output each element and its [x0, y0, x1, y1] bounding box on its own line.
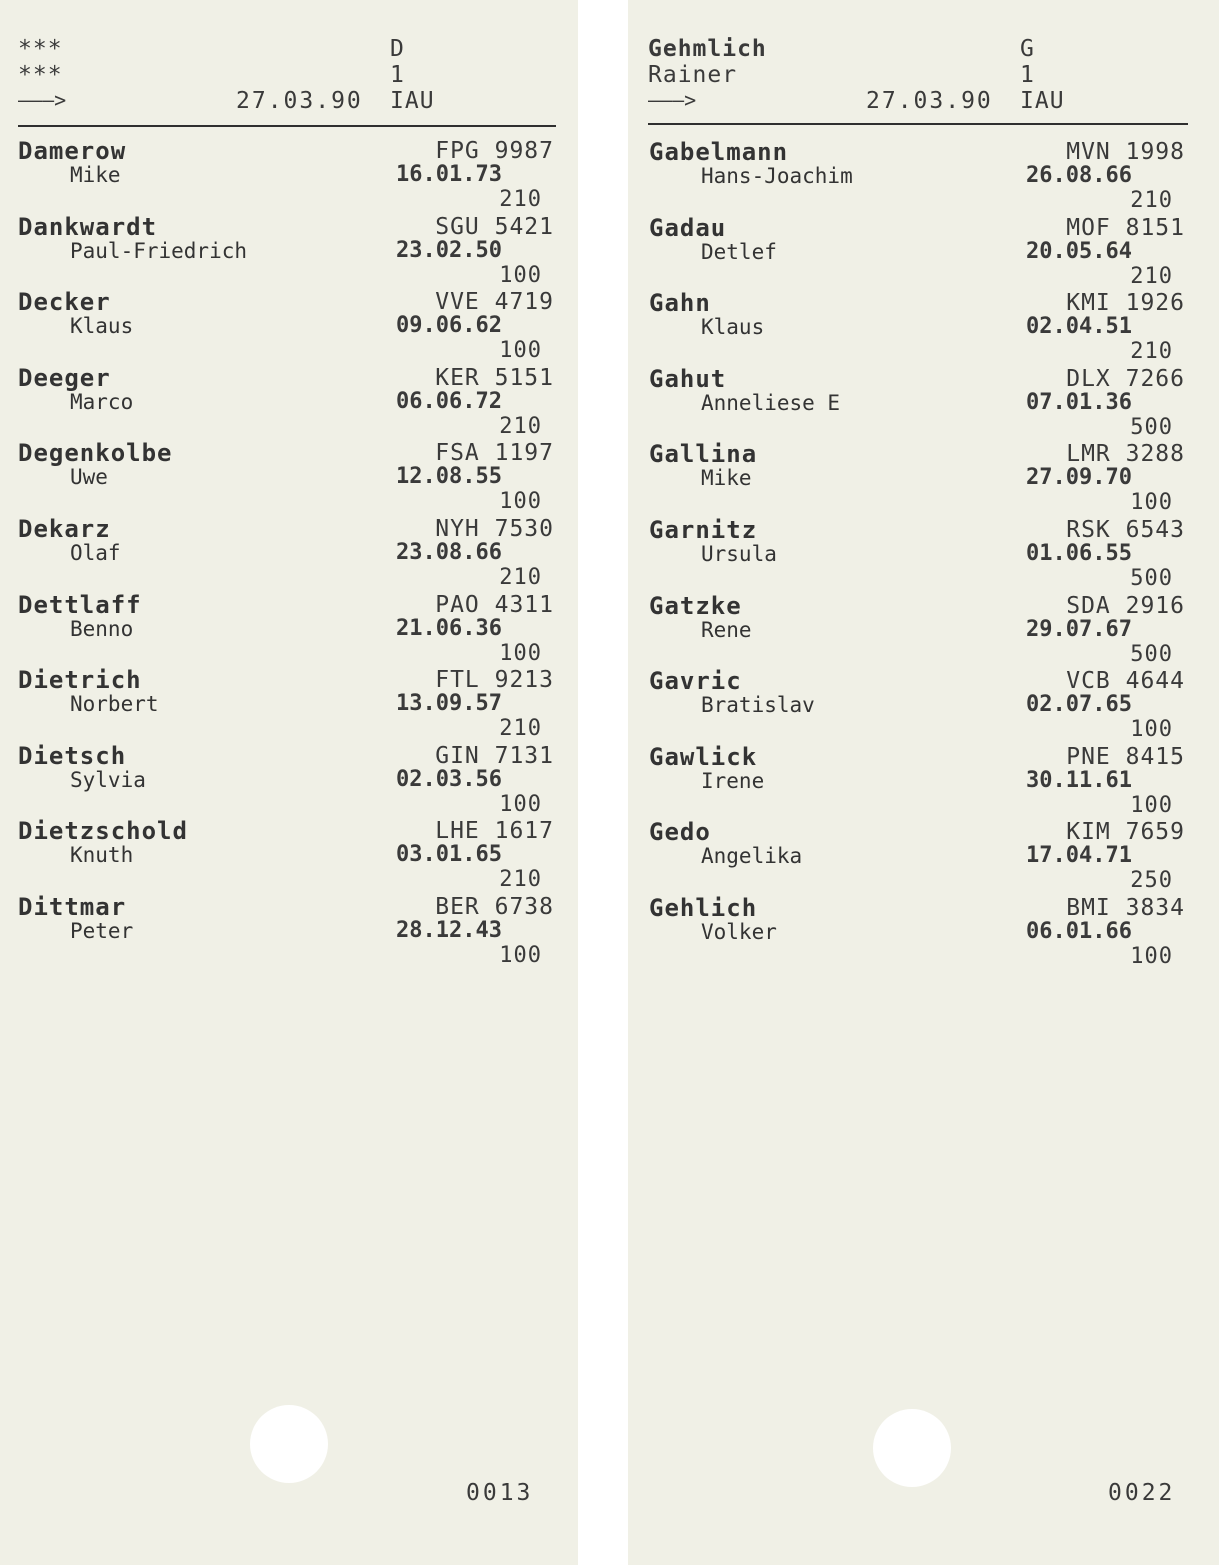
entry-firstname: Bratislav — [701, 693, 815, 718]
entry-dob: 16.01.73 — [396, 162, 502, 187]
entry-firstname: Irene — [701, 768, 765, 793]
list-item — [18, 440, 554, 516]
list-item — [18, 592, 554, 668]
entry-plate: BER 6738 — [435, 893, 554, 920]
list-item — [649, 441, 1185, 517]
entry-dob: 30.11.61 — [1026, 767, 1132, 793]
entry-surname: Deeger — [18, 363, 111, 392]
list-item — [649, 290, 1185, 366]
header-code: IAU — [390, 88, 435, 114]
entry-amount: 500 — [1130, 414, 1173, 440]
entry-amount: 210 — [499, 413, 542, 439]
entry-surname: Gedo — [649, 818, 711, 847]
entry-list — [18, 138, 554, 970]
entry-amount: 500 — [1130, 565, 1173, 591]
entry-amount: 210 — [499, 716, 542, 742]
entry-plate: LHE 1617 — [435, 818, 554, 845]
list-item — [649, 517, 1185, 593]
entry-plate: FPG 9987 — [435, 138, 554, 164]
entry-amount: 500 — [1130, 641, 1173, 667]
list-item — [649, 215, 1185, 291]
entry-dob: 01.06.55 — [1026, 540, 1132, 566]
index-card-left — [0, 0, 578, 1565]
entry-surname: Dietrich — [18, 666, 142, 695]
header-code: IAU — [1020, 88, 1065, 114]
header-line2-left: *** — [18, 62, 63, 88]
entry-surname: Dittmar — [18, 892, 127, 921]
entry-firstname: Paul-Friedrich — [70, 238, 248, 263]
index-card-right — [628, 0, 1219, 1565]
punch-hole — [873, 1409, 951, 1487]
entry-plate: PNE 8415 — [1066, 743, 1185, 770]
list-item — [18, 818, 554, 894]
entry-firstname: Norbert — [70, 692, 159, 717]
header-number: 1 — [390, 62, 405, 88]
entry-amount: 100 — [1130, 490, 1173, 516]
header-letter: G — [1020, 36, 1035, 62]
entry-amount: 210 — [499, 564, 542, 590]
header-number: 1 — [1020, 62, 1035, 88]
entry-surname: Garnitz — [649, 515, 758, 544]
entry-firstname: Knuth — [70, 843, 134, 868]
entry-surname: Decker — [18, 288, 111, 317]
entry-amount: 100 — [499, 942, 542, 968]
entry-plate: SGU 5421 — [435, 213, 554, 240]
header-line1-left: Gehmlich — [648, 36, 767, 62]
entry-surname: Dekarz — [18, 514, 111, 543]
list-item — [18, 667, 554, 743]
entry-surname: Dankwardt — [18, 212, 158, 241]
list-item — [18, 365, 554, 441]
entry-plate: LMR 3288 — [1066, 441, 1185, 468]
entry-amount: 210 — [1130, 339, 1173, 365]
list-item — [649, 668, 1185, 744]
entry-list — [649, 139, 1185, 971]
entry-plate: RSK 6543 — [1066, 516, 1185, 543]
header-letter: D — [390, 36, 405, 62]
entry-dob: 26.08.66 — [1026, 163, 1132, 188]
list-item — [18, 743, 554, 819]
header-divider — [18, 125, 556, 127]
card-number: 0013 — [466, 1480, 534, 1506]
arrow-icon: ———> — [18, 88, 67, 112]
entry-surname: Gehlich — [649, 893, 758, 922]
entry-amount: 100 — [1130, 943, 1173, 969]
entry-plate: NYH 7530 — [435, 515, 554, 542]
entry-dob: 28.12.43 — [396, 917, 502, 943]
entry-firstname: Peter — [70, 918, 134, 943]
list-item — [18, 289, 554, 365]
entry-dob: 20.05.64 — [1026, 238, 1132, 264]
header-line1-left: *** — [18, 36, 63, 62]
entry-plate: KIM 7659 — [1066, 819, 1185, 846]
punch-hole — [250, 1405, 328, 1483]
entry-plate: SDA 2916 — [1066, 592, 1185, 619]
entry-firstname: Klaus — [701, 315, 765, 340]
list-item — [18, 214, 554, 290]
entry-firstname: Detlef — [701, 239, 777, 264]
list-item — [649, 139, 1185, 215]
entry-dob: 29.07.67 — [1026, 616, 1132, 642]
list-item — [18, 138, 554, 214]
entry-dob: 13.09.57 — [396, 691, 502, 717]
entry-amount: 210 — [499, 867, 542, 893]
entry-dob: 09.06.62 — [396, 313, 502, 339]
header-date: 27.03.90 — [866, 88, 993, 114]
entry-firstname: Olaf — [70, 540, 121, 565]
entry-amount: 100 — [499, 791, 542, 817]
entry-amount: 100 — [499, 640, 542, 666]
list-item — [18, 516, 554, 592]
entry-dob: 17.04.71 — [1026, 843, 1132, 869]
entry-dob: 27.09.70 — [1026, 465, 1132, 491]
entry-dob: 02.03.56 — [396, 766, 502, 792]
list-item — [649, 744, 1185, 820]
entry-dob: 06.01.66 — [1026, 918, 1132, 944]
entry-surname: Dettlaff — [18, 590, 142, 619]
list-item — [649, 366, 1185, 442]
list-item — [18, 894, 554, 970]
card-number: 0022 — [1108, 1480, 1176, 1506]
entry-dob: 07.01.36 — [1026, 389, 1132, 415]
entry-firstname: Rene — [701, 617, 752, 642]
entry-surname: Gallina — [649, 440, 758, 469]
entry-dob: 23.02.50 — [396, 237, 502, 263]
entry-firstname: Klaus — [70, 314, 134, 339]
entry-firstname: Mike — [701, 466, 752, 491]
entry-surname: Gavric — [649, 667, 742, 696]
entry-plate: MOF 8151 — [1066, 214, 1185, 241]
entry-plate: FSA 1197 — [435, 440, 554, 467]
header-line2-left: Rainer — [648, 62, 738, 88]
entry-surname: Gadau — [649, 213, 727, 242]
entry-firstname: Uwe — [70, 465, 108, 490]
entry-dob: 06.06.72 — [396, 388, 502, 414]
entry-surname: Gahut — [649, 364, 727, 393]
entry-dob: 12.08.55 — [396, 464, 502, 490]
entry-plate: VVE 4719 — [435, 289, 554, 316]
entry-surname: Degenkolbe — [18, 439, 173, 468]
entry-plate: BMI 3834 — [1066, 894, 1185, 921]
entry-surname: Dietzschold — [18, 817, 188, 846]
arrow-icon: ———> — [648, 88, 697, 112]
entry-amount: 210 — [499, 187, 542, 212]
entry-plate: GIN 7131 — [435, 742, 554, 769]
entry-dob: 02.04.51 — [1026, 314, 1132, 340]
entry-firstname: Anneliese E — [701, 390, 841, 415]
list-item — [649, 593, 1185, 669]
list-item — [649, 819, 1185, 895]
header-divider — [648, 123, 1188, 125]
entry-amount: 100 — [499, 489, 542, 515]
entry-plate: PAO 4311 — [435, 591, 554, 618]
entry-dob: 21.06.36 — [396, 615, 502, 641]
entry-surname: Gabelmann — [649, 138, 789, 166]
entry-dob: 02.07.65 — [1026, 692, 1132, 718]
entry-amount: 100 — [1130, 792, 1173, 818]
entry-dob: 03.01.65 — [396, 842, 502, 868]
entry-plate: MVN 1998 — [1066, 139, 1185, 165]
entry-firstname: Angelika — [701, 844, 803, 869]
entry-amount: 100 — [499, 262, 542, 288]
entry-amount: 210 — [1130, 263, 1173, 289]
entry-plate: VCB 4644 — [1066, 668, 1185, 695]
entry-amount: 210 — [1130, 188, 1173, 213]
header-date: 27.03.90 — [236, 88, 363, 114]
entry-firstname: Sylvia — [70, 767, 146, 792]
entry-surname: Gahn — [649, 289, 711, 318]
entry-amount: 250 — [1130, 868, 1173, 894]
entry-surname: Dietsch — [18, 741, 127, 770]
entry-firstname: Mike — [70, 163, 121, 187]
entry-firstname: Ursula — [701, 541, 777, 566]
entry-plate: KMI 1926 — [1066, 290, 1185, 317]
entry-amount: 100 — [499, 338, 542, 364]
entry-plate: FTL 9213 — [435, 667, 554, 694]
entry-amount: 100 — [1130, 717, 1173, 743]
entry-plate: KER 5151 — [435, 364, 554, 391]
entry-firstname: Hans-Joachim — [701, 164, 853, 188]
entry-plate: DLX 7266 — [1066, 365, 1185, 392]
entry-surname: Gatzke — [649, 591, 742, 620]
entry-firstname: Benno — [70, 616, 134, 641]
entry-surname: Gawlick — [649, 742, 758, 771]
entry-surname: Damerow — [18, 137, 127, 165]
list-item — [649, 895, 1185, 971]
entry-dob: 23.08.66 — [396, 539, 502, 565]
entry-firstname: Marco — [70, 389, 134, 414]
entry-firstname: Volker — [701, 919, 777, 944]
